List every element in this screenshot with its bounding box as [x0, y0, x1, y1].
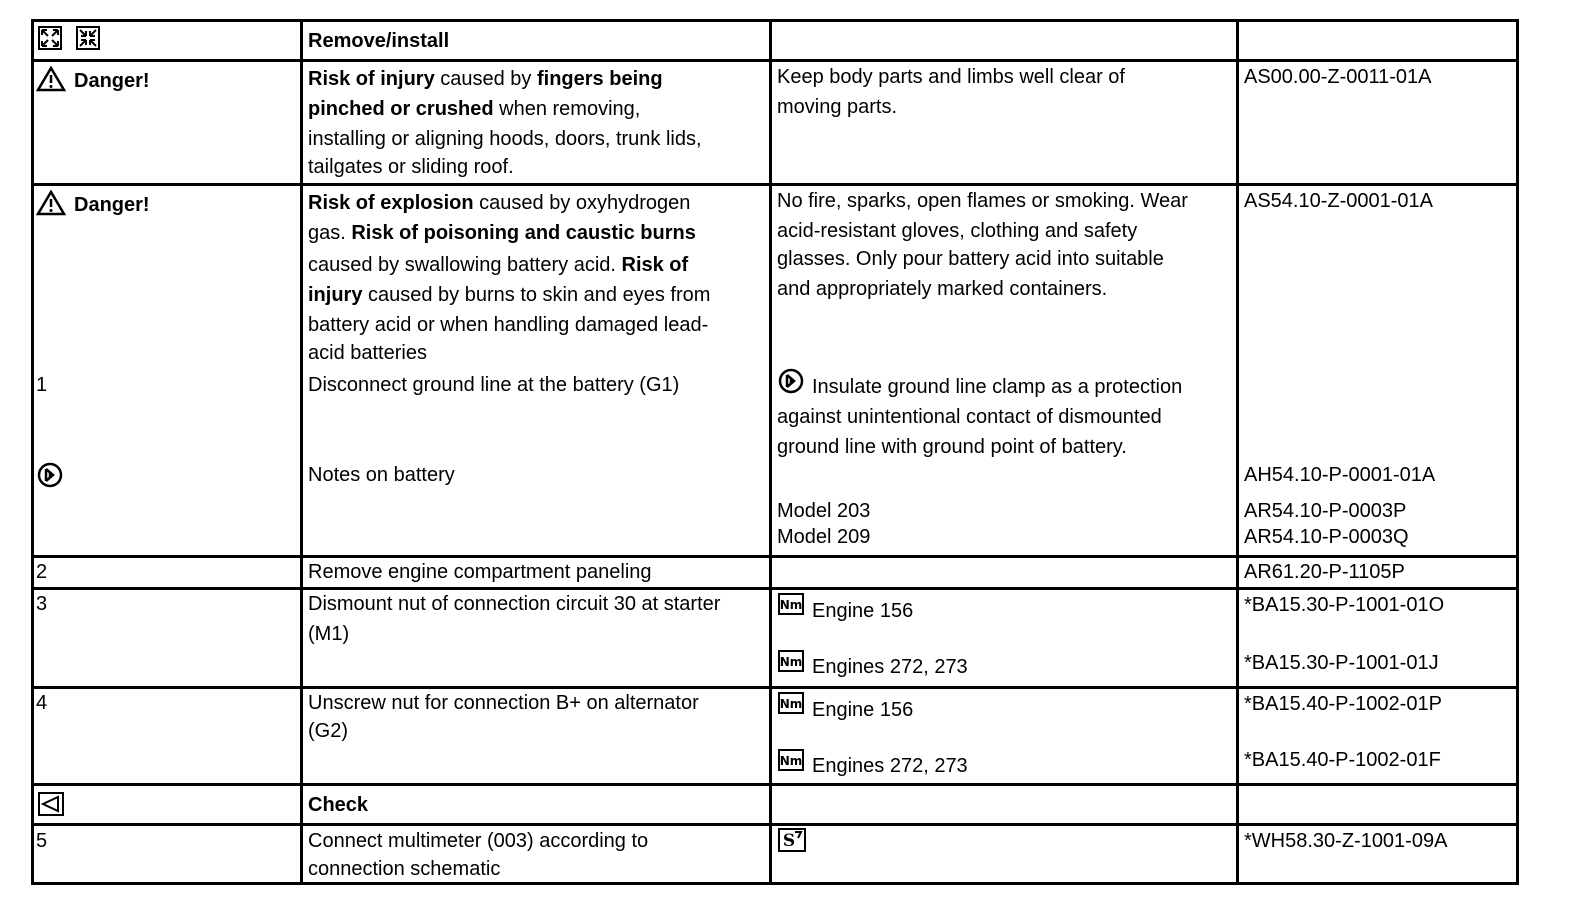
- step-text-line-2: connection schematic: [308, 858, 501, 880]
- procedure-table: [31, 19, 1519, 901]
- check-row: [31, 783, 1519, 823]
- step-num-cell: [34, 689, 300, 783]
- torque-nm-icon: [778, 650, 804, 672]
- danger-desc-line-2: pinched or crushed when removing,: [308, 98, 641, 120]
- header-icons-cell: [34, 22, 300, 59]
- step1-text: Disconnect ground line at the battery (G1): [308, 374, 680, 396]
- bold-pinched: pinched or crushed: [308, 98, 494, 120]
- danger2-desc-cell: [300, 186, 769, 555]
- measure-line-2: acid-resistant gloves, clothing and safety: [777, 220, 1138, 242]
- step-ref-cell: [1236, 590, 1516, 686]
- danger2-line-4: injury caused by burns to skin and eyes from: [308, 284, 711, 306]
- warning-triangle-icon: [36, 66, 66, 92]
- danger2-measure-cell: [769, 186, 1236, 555]
- ref-code[interactable]: AS54.10-Z-0001-01A: [1244, 190, 1434, 212]
- model-label: Model 209: [777, 526, 871, 548]
- install-icon: [76, 26, 100, 50]
- torque-label: Engine 156: [812, 600, 914, 622]
- section-title: Remove/install: [308, 30, 450, 52]
- note-info-icon: [37, 462, 63, 488]
- header-empty-ref-cell: [1236, 22, 1516, 59]
- svg-text:S: S: [782, 831, 796, 851]
- torque-label: Engine 156: [812, 699, 914, 721]
- danger-desc-line-1: [308, 64, 663, 94]
- danger-desc-cell: [300, 62, 769, 183]
- section-title: Check: [308, 794, 369, 816]
- svg-text:Nm: Nm: [779, 655, 803, 669]
- step-text-line-1: Connect multimeter (003) according to: [308, 830, 649, 852]
- step-text-line-1: Unscrew nut for connection B+ on alternator: [308, 692, 699, 714]
- step-text-cell: [300, 558, 769, 587]
- danger-label: [36, 66, 150, 96]
- ref-code[interactable]: *BA15.30-P-1001-01O: [1244, 594, 1445, 616]
- step-text-cell: [300, 689, 769, 783]
- header-row: [31, 19, 1519, 59]
- svg-text:Nm: Nm: [779, 697, 803, 711]
- check-title-cell: [300, 786, 769, 823]
- step-row-4: [31, 686, 1519, 783]
- danger2-line-2: gas. Risk of poisoning and caustic burns: [308, 222, 696, 244]
- note-line-1: Insulate ground line clamp as a protection: [812, 376, 1183, 398]
- check-arrow-icon: [38, 792, 64, 816]
- torque-nm-icon: [778, 749, 804, 771]
- torque-nm-icon: [778, 692, 804, 714]
- remove-icon: [38, 26, 62, 50]
- ref-code[interactable]: AR54.10-P-0003P: [1244, 500, 1407, 522]
- note-line-2: against unintentional contact of dismounted: [777, 406, 1162, 428]
- step-number: 4: [36, 692, 48, 714]
- ref-code[interactable]: *BA15.40-P-1002-01P: [1244, 693, 1442, 715]
- svg-text:Nm: Nm: [779, 598, 803, 612]
- torque-label: Engines 272, 273: [812, 755, 968, 777]
- danger2-line-5: battery acid or when handling damaged lead-: [308, 314, 709, 336]
- check-empty-ref-cell: [1236, 786, 1516, 823]
- danger2-line-1: Risk of explosion caused by oxyhydrogen: [308, 192, 691, 214]
- step-text-line-2: (M1): [308, 623, 350, 645]
- measure-line-1: No fire, sparks, open flames or smoking. Wear: [777, 190, 1188, 212]
- step-number: 5: [36, 830, 48, 852]
- tool-cell: [769, 826, 1236, 882]
- ref-code[interactable]: AS00.00-Z-0011-01A: [1244, 66, 1432, 88]
- danger-desc-line-3: installing or aligning hoods, doors, trunk lids,: [308, 128, 702, 150]
- torque-cell: [769, 689, 1236, 783]
- step-number: 1: [36, 374, 48, 396]
- danger-label-cell: [34, 62, 300, 183]
- step-ref-cell: [1236, 826, 1516, 882]
- danger2-line-6: acid batteries: [308, 342, 427, 364]
- step-text-cell: [300, 826, 769, 882]
- special-tool-icon: [778, 828, 806, 852]
- step-num-cell: [34, 558, 300, 587]
- svg-text:Nm: Nm: [779, 754, 803, 768]
- ref-code[interactable]: *WH58.30-Z-1001-09A: [1244, 830, 1448, 852]
- torque-nm-icon: [778, 593, 804, 615]
- danger-measure-cell: [769, 62, 1236, 183]
- bold-fingers-pinched: fingers being: [537, 68, 663, 90]
- step-row-2: [31, 555, 1519, 587]
- step-num-cell: [34, 826, 300, 882]
- model-label: Model 203: [777, 500, 871, 522]
- ref-code[interactable]: AH54.10-P-0001-01A: [1244, 464, 1436, 486]
- danger2-label-cell: [34, 186, 300, 555]
- danger-text: Danger!: [74, 194, 150, 216]
- ref-code[interactable]: *BA15.40-P-1002-01F: [1244, 749, 1441, 771]
- header-empty-cell: [769, 22, 1236, 59]
- step-row-5: [31, 823, 1519, 885]
- step-text-line-1: Dismount nut of connection circuit 30 at starter: [308, 593, 721, 615]
- step-ref-cell: [1236, 689, 1516, 783]
- step-text-line-2: (G2): [308, 720, 348, 742]
- danger-row-1: [31, 59, 1519, 183]
- danger-desc-line-4: tailgates or sliding roof.: [308, 156, 514, 178]
- step-text: Remove engine compartment paneling: [308, 561, 652, 583]
- desc-caused-by: caused by: [434, 68, 537, 90]
- danger-text: Danger!: [74, 70, 150, 92]
- measure-line-3: glasses. Only pour battery acid into suitable: [777, 248, 1164, 270]
- step-number: 2: [36, 561, 48, 583]
- step-measure-cell: [769, 558, 1236, 587]
- danger-row-2: [31, 183, 1519, 555]
- step-ref-cell: [1236, 558, 1516, 587]
- danger-ref-cell: [1236, 62, 1516, 183]
- step-text-cell: [300, 590, 769, 686]
- danger2-line-3: caused by swallowing battery acid. Risk of: [308, 254, 689, 276]
- measure-line-4: and appropriately marked containers.: [777, 278, 1108, 300]
- ref-code[interactable]: *BA15.30-P-1001-01J: [1244, 652, 1439, 674]
- warning-triangle-icon: [36, 190, 66, 216]
- step-row-3: [31, 587, 1519, 686]
- note-line-3: ground line with ground point of battery.: [777, 436, 1127, 458]
- check-icon-cell: [34, 786, 300, 823]
- notes-label: Notes on battery: [308, 464, 455, 486]
- header-title-cell: [300, 22, 769, 59]
- bold-risk-injury: Risk of injury: [308, 68, 435, 90]
- ref-code[interactable]: AR61.20-P-1105P: [1244, 561, 1405, 583]
- danger2-ref-cell: [1236, 186, 1516, 555]
- measure-line-2: moving parts.: [777, 96, 898, 118]
- step-num-cell: [34, 590, 300, 686]
- note-info-icon: [778, 368, 804, 394]
- check-empty-cell: [769, 786, 1236, 823]
- step-number: 3: [36, 593, 48, 615]
- ref-code[interactable]: AR54.10-P-0003Q: [1244, 526, 1409, 548]
- torque-cell: [769, 590, 1236, 686]
- measure-line-1: Keep body parts and limbs well clear of: [777, 66, 1125, 88]
- danger2-label: [36, 190, 150, 220]
- torque-label: Engines 272, 273: [812, 656, 968, 678]
